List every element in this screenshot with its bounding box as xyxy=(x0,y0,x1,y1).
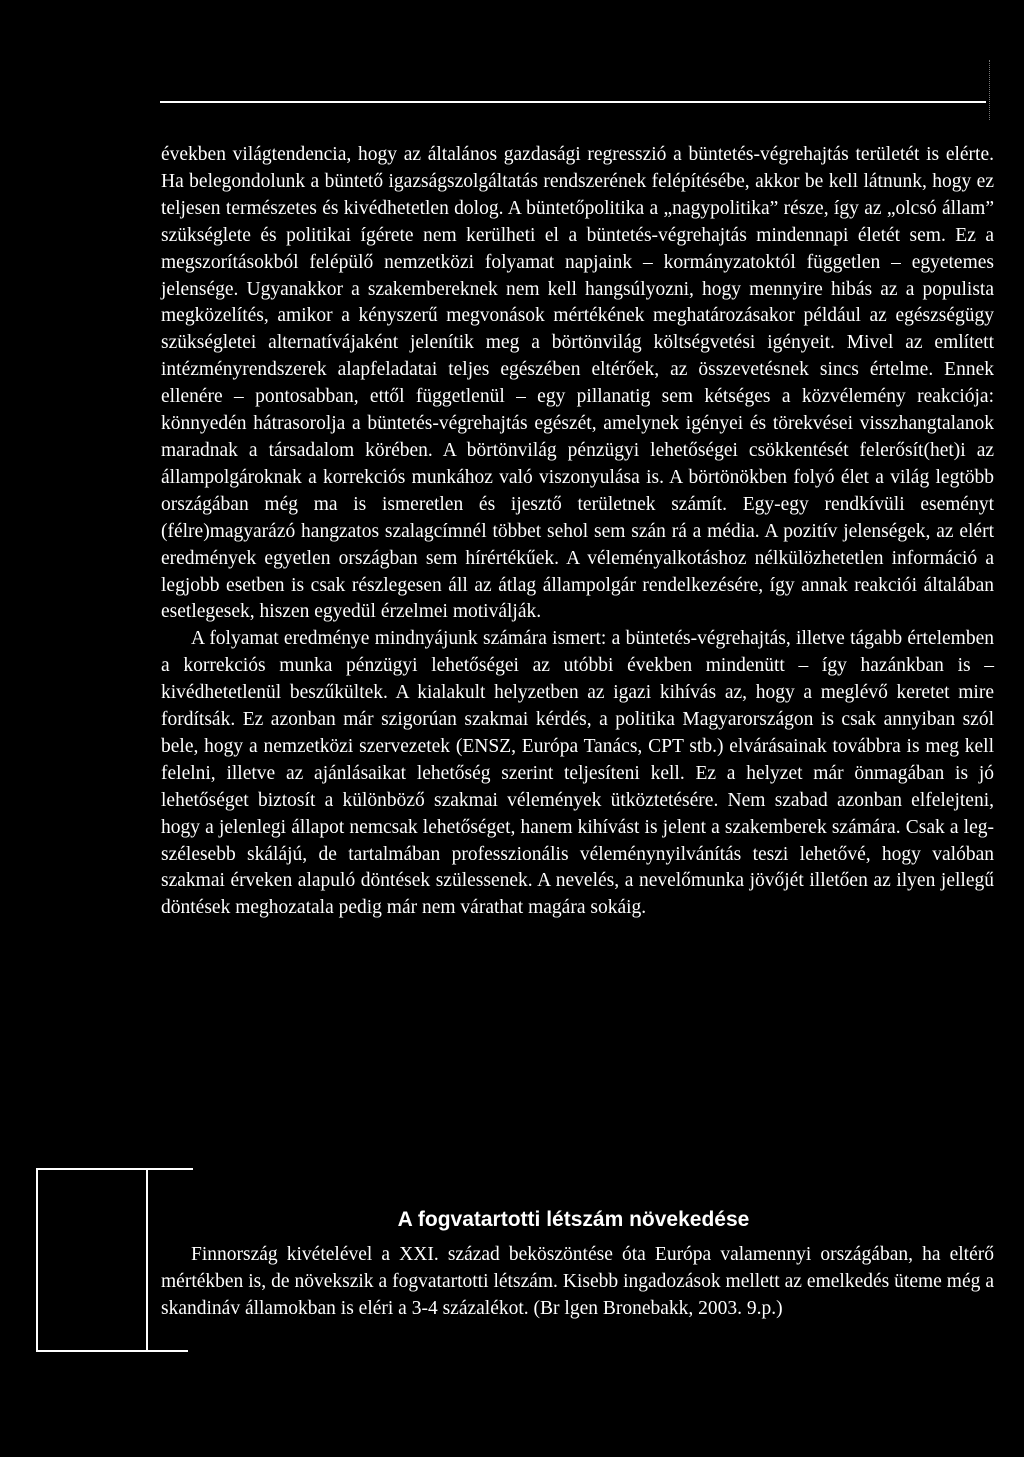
paragraph-2: A folyamat eredménye mindnyájunk számára ismert: a büntetés-végrehajtás, illetve tágabb értelemben a korrekciós munka pénzügyi lehetőségei az utóbbi években mindenütt – így hazánkban is – kivédhetetlenül beszűkültek. A kialakult helyzetben az igazi kihívás az, hogy a meglévő keretet mire fordítsák. Ez azonban már szigorúan szakmai kérdés, a politika Magyarországon is csak annyiban szól bele, hogy a nemzetközi szervezetek (ENSZ, Európa Tanács, CPT stb.) elvárásainak továbbra is meg kell felelni, illetve az ajánlásaikat lehetőség szerint teljesíteni kell. Ez a helyzet már önmagában is jó lehetőséget biztosít a különböző szakmai vélemények ütköztetésére. Nem szabad azonban elfelejteni, hogy a jelenlegi állapot nemcsak lehetőséget, hanem kihívást is jelent a szakemberek számára. Csak a legszélesebb skálájú, de tartalmában professzionális véleménynyilvánítás teszi lehetővé, hogy valóban szakmai érveken alapuló döntések szülessenek. A nevelés, a nevelőmunka jövőjét illetően az ilyen jellegű döntések meghozatala pedig már nem várathat magára sokáig. xyxy=(161,628,994,919)
margin-rule-top xyxy=(36,1168,193,1170)
section-text xyxy=(161,1241,994,1322)
section-paragraph: Finnország kivételével a XXI. század beköszöntése óta Európa valamennyi országában, ha eltérő mértékben is, de növekszik a fogvatartotti létszám. Kisebb ingadozások mellett az emelkedés üteme még a skandináv államokban is eléri a 3-4 százalékot. (Br lgen Bronebakk, 2003. 9.p.) xyxy=(161,1244,994,1319)
scan-edge-mark xyxy=(989,60,991,120)
section-heading: A fogvatartotti létszám növekedése xyxy=(397,1208,750,1231)
body-text xyxy=(161,142,994,922)
header-rule xyxy=(160,101,986,103)
margin-rule-bottom xyxy=(36,1350,188,1352)
margin-box xyxy=(36,1168,148,1352)
paragraph-1: években világtendencia, hogy az általános gazdasági regresszió a büntetés-végrehajtás területét is elérte. Ha belegondolunk a büntető igazságszolgáltatás rendszerének felépítésébe, akkor be kell látnunk, hogy ez teljesen természetes és kivédhetetlen dolog. A büntetőpolitika a „nagypolitika” része, így az „olcsó állam” szükséglete és politikai ígérete nem kerülheti el a büntetés-végrehajtás mindennapi életét sem. Ez a megszorításokból felépülő nemzetközi folyamat napjaink – kormányzatoktól független – egyetemes jelensége. Ugyanakkor a szakembereknek nem kell hangsúlyozni, hogy mennyire hibás az a populista megközelítés, amikor a kényszerű megvonások mértékének meghatározásakor például az egészségügy szükségletei alternatívájaként jelenítik meg a börtönvilág költségvetési igényeit. Mivel az említett intézményrendszerek alapfeladatai teljes egészében eltérőek, az összevetésnek sincs értelme. Ennek ellenére – pontosabban, ettől függetlenül – egy pillanatig sem kétséges a közvélemény reakciója: könnyedén hátrasorolja a büntetés-végrehajtás egészét, amelynek igényei és törekvései visszhangtalanok maradnak a társadalom körében. A börtönvilág pénzügyi lehetőségei csökkentését felerősít(het)i az állampolgároknak a korrekciós munkához való viszonyulása is. A börtönökben folyó élet a világ legtöbb országában még ma is ismeretlen és ijesztő területnek számít. Egy-egy rendkívüli eseményt (félre)magyarázó hangzatos szalagcímnél többet sehol sem szán rá a média. A pozitív jelenségek, az elért eredmények egyetlen országban sem hírértékűek. A véleményalkotáshoz nélkülözhetetlen információ a legjobb esetben is csak részlegesen áll az átlag állampolgár rendelkezésére, így annak reakciói általában esetlegesek, hiszen egyedül érzelmei motiválják. xyxy=(161,144,994,623)
